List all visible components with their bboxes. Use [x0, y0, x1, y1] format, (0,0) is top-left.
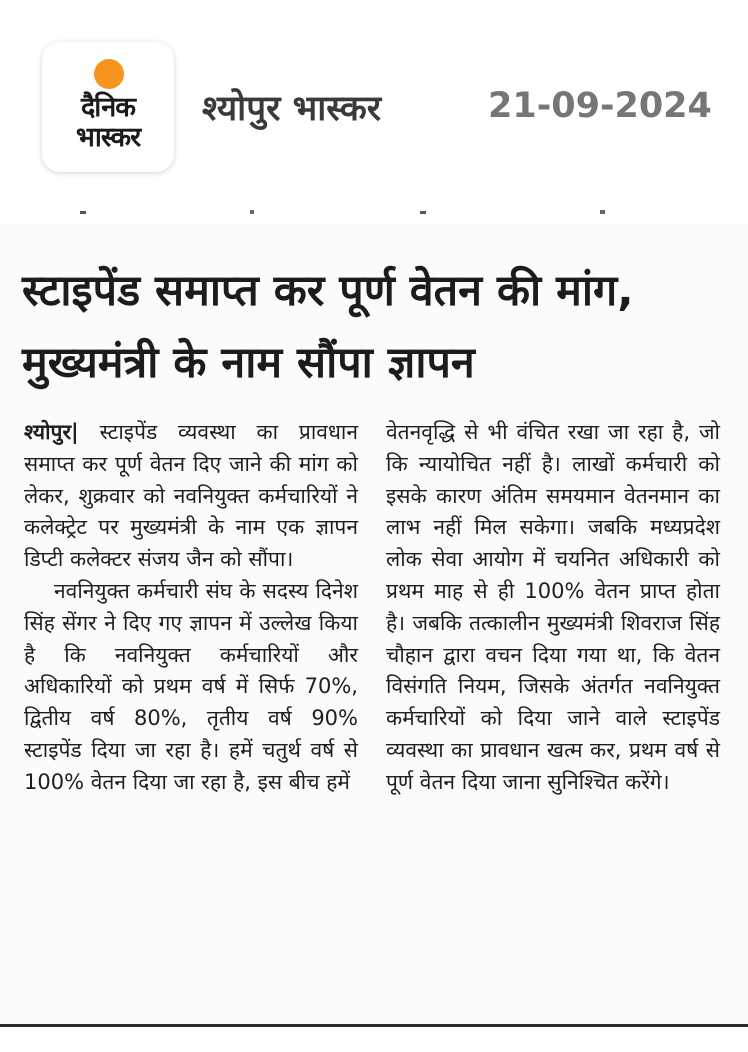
logo-text-line1: दैनिक	[80, 92, 136, 123]
logo-text-line2: भास्कर	[75, 122, 141, 153]
article-dateline: श्योपुर|	[24, 420, 79, 444]
news-article	[0, 225, 748, 1025]
bottom-strip	[0, 1030, 748, 1052]
logo-sun-dot	[94, 59, 124, 89]
paragraph-text: स्टाइपेंड व्यवस्था का प्रावधान समाप्त कर पूर्ण वेतन दिए जाने की मांग को लेकर, शुक्रवार को नवनियुक्त कर्मचारियों ने कलेक्ट्रेट पर मुख्यमंत्री के नाम एक ज्ञापन डिप्टी कलेक्टर संजय जैन को सौंपा।	[24, 420, 358, 572]
article-paragraph: नवनियुक्त कर्मचारी संघ के सदस्य दिनेश सिंह सेंगर ने दिए गए ज्ञापन में उल्लेख किया है कि नवनियुक्त कर्मचारियों और अधिकारियों को प्रथम वर्ष में सिर्फ 70%, द्वितीय वर्ष 80%, तृतीय वर्ष 90% स्टाइपेंड दिया जा रहा है। हमें चतुर्थ वर्ष से 100% वेतन दिया जा रहा है, इस बीच हमें	[24, 578, 358, 794]
header	[0, 0, 748, 200]
dainik-bhaskar-logo	[42, 42, 174, 172]
clipping-edge-specks	[40, 208, 720, 218]
article-headline: स्टाइपेंड समाप्त कर पूर्ण वेतन की मांग, मुख्यमंत्री के नाम सौंपा ज्ञापन	[22, 266, 634, 388]
article-column-left	[24, 417, 358, 799]
article-paragraph	[24, 417, 358, 576]
article-column-right	[386, 417, 720, 799]
bottom-rule	[0, 1024, 748, 1027]
article-paragraph: वेतनवृद्धि से भी वंचित रखा जा रहा है, जो कि न्यायोचित नहीं है। लाखों कर्मचारी को इसके कारण अंतिम समयमान वेतनमान का लाभ नहीं मिल सकेगा। जबकि मध्यप्रदेश लोक सेवा आयोग में चयनित अधिकारी को प्रथम माह से ही 100% वेतन प्राप्त होता है। जबकि तत्कालीन मुख्यमंत्री शिवराज सिंह चौहान द्वारा वचन दिया गया था, कि वेतन विसंगति नियम, जिसके अंतर्गत नवनियुक्त कर्मचारियों को दिया जाने वाले स्टाइपेंड व्यवस्था का प्रावधान खत्म कर, प्रथम वर्ष से पूर्ण वेतन दिया जाना सुनिश्चित करेंगे।	[386, 420, 720, 794]
edition-title: श्योपुर भास्कर	[202, 89, 382, 129]
publication-date: 21-09-2024	[488, 86, 712, 126]
